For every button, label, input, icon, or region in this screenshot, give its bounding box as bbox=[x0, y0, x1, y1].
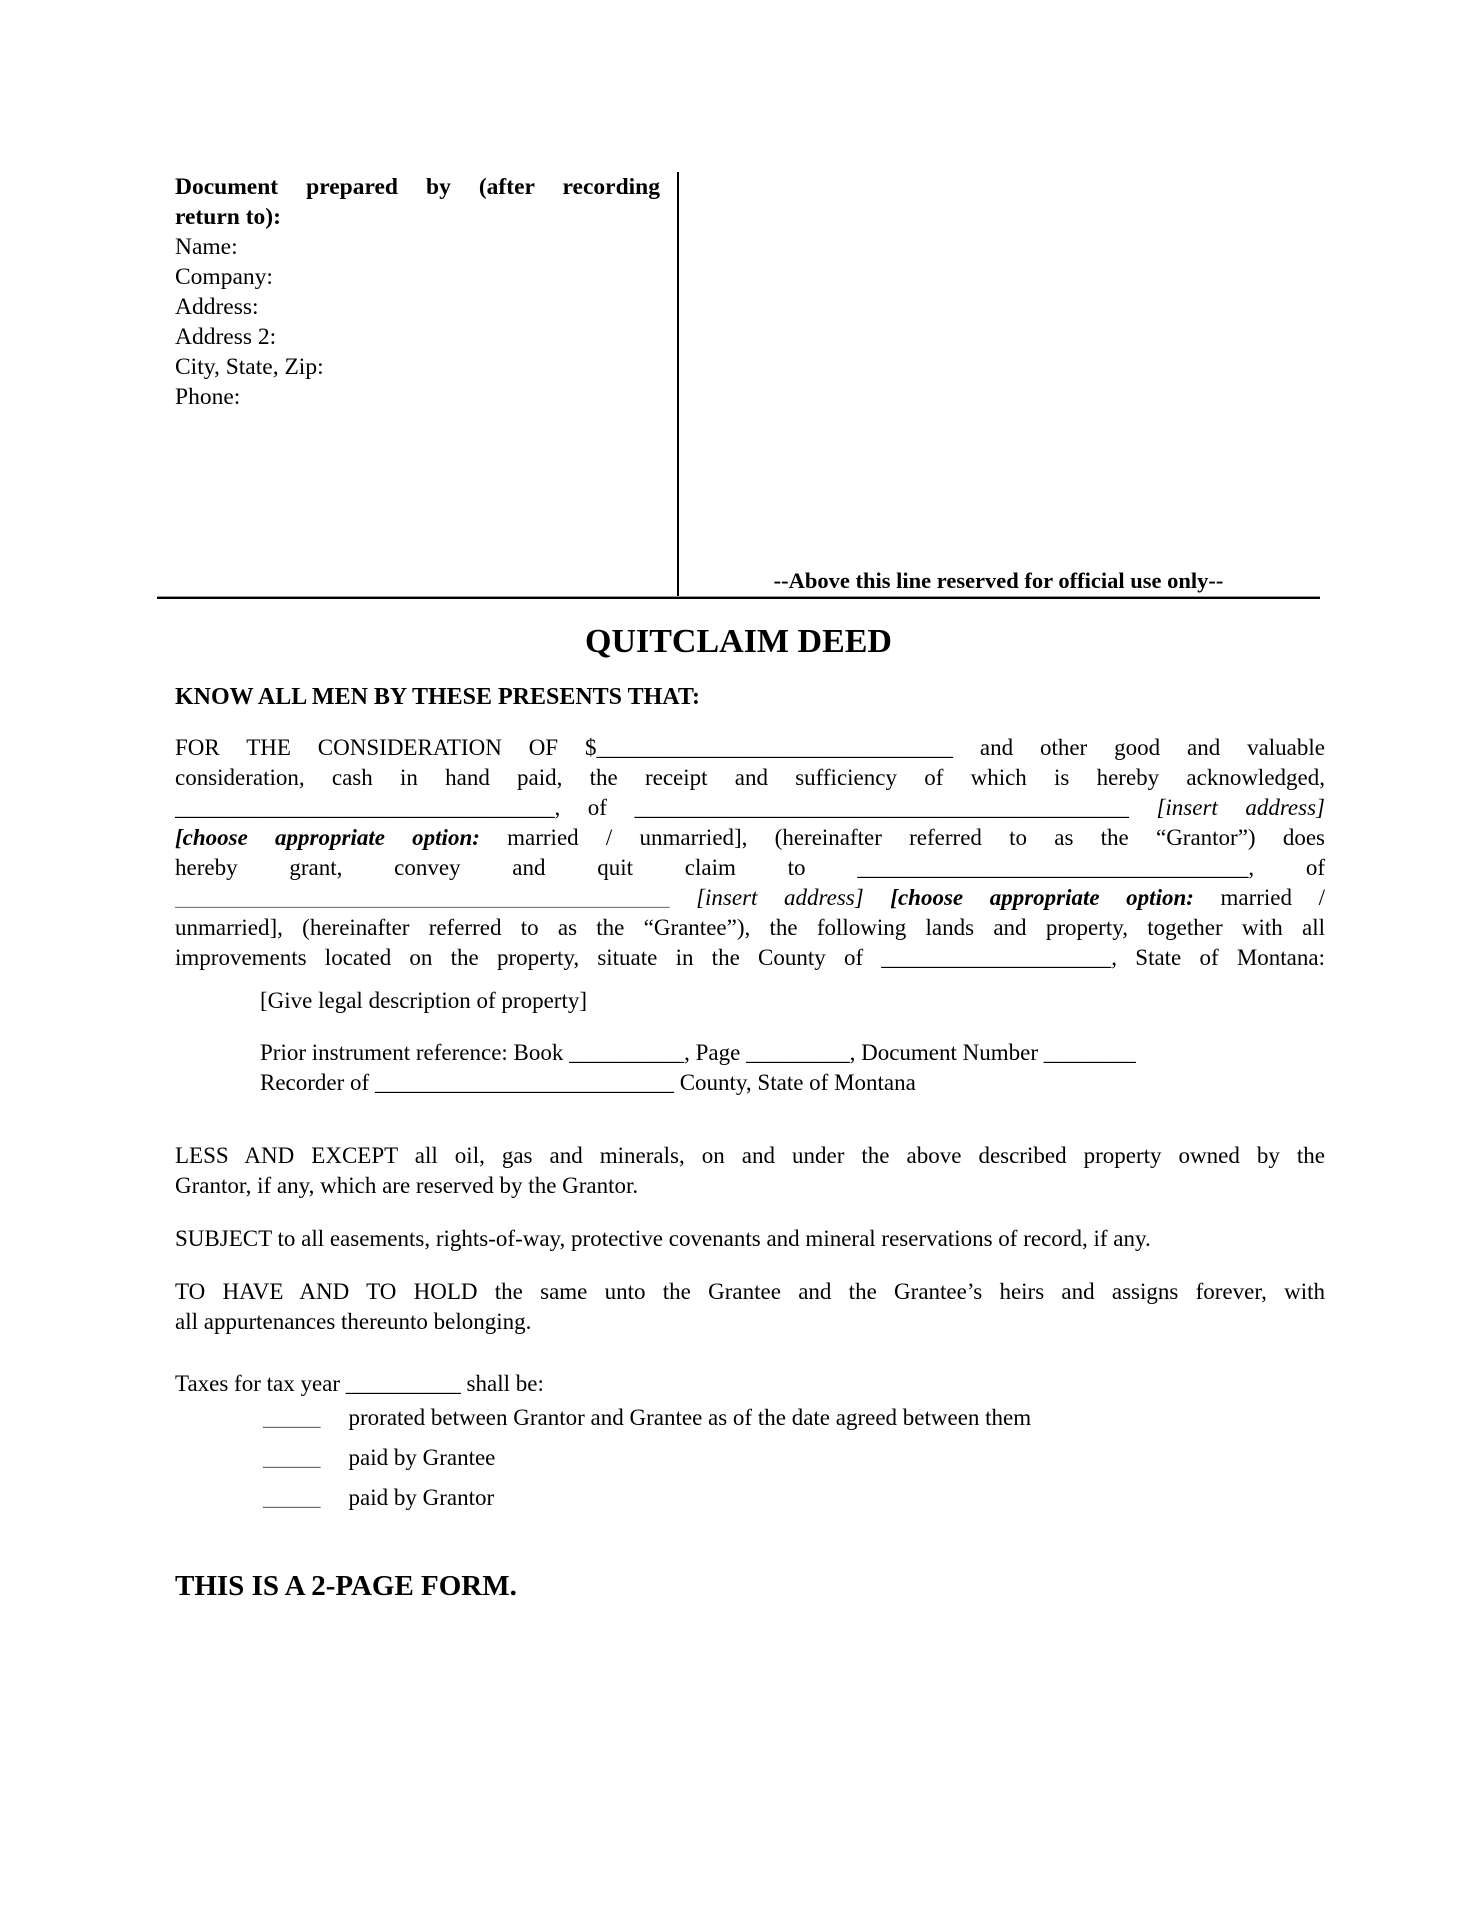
prior-instrument-line-2: Recorder of __________________________ County, State of Montana bbox=[260, 1070, 916, 1095]
field-label-name: Name: bbox=[175, 234, 238, 260]
intro-heading: KNOW ALL MEN BY THESE PRESENTS THAT: bbox=[175, 684, 701, 710]
field-label-phone: Phone: bbox=[175, 384, 241, 410]
field-label-company: Company: bbox=[175, 264, 273, 290]
paragraph-line-5: hereby grant, convey and quit claim to __________________________________, of bbox=[175, 855, 1325, 880]
tax-options-list bbox=[263, 1403, 1031, 1523]
grantee-address-blank: ___________________________________________ bbox=[175, 885, 670, 910]
choose-option-note-grantor: [choose appropriate option: bbox=[175, 825, 480, 850]
paragraph-line-7: unmarried], (hereinafter referred to as the “Grantee”), the following lands and property, together with all bbox=[175, 915, 1325, 940]
paragraph-line-2: consideration, cash in hand paid, the receipt and sufficiency of which is hereby acknowledged, bbox=[175, 765, 1325, 790]
official-use-note: --Above this line reserved for official use only-- bbox=[773, 568, 1224, 593]
to-have-and-to-hold-clause bbox=[175, 1277, 1325, 1337]
subject-clause: SUBJECT to all easements, rights-of-way, protective covenants and mineral reservations of record, if any. bbox=[175, 1226, 1151, 1251]
consideration-paragraph bbox=[175, 733, 1325, 973]
tax-option-label: prorated between Grantor and Grantee as of the date agreed between them bbox=[348, 1405, 1032, 1430]
to-have-line-2: all appurtenances thereunto belonging. bbox=[175, 1309, 532, 1334]
less-except-line-1: LESS AND EXCEPT all oil, gas and minerals, on and under the above described property owned by the bbox=[175, 1143, 1325, 1168]
tax-option-blank: _____ bbox=[263, 1405, 321, 1430]
official-use-vertical-divider bbox=[677, 172, 679, 596]
tax-option-prorated bbox=[263, 1403, 1031, 1433]
prior-instrument-line-1: Prior instrument reference: Book __________, Page _________, Document Number ________ bbox=[260, 1040, 1136, 1065]
field-label-city-state-zip: City, State, Zip: bbox=[175, 354, 324, 380]
grantor-name-blank: _________________________________, of ___________________________________________ bbox=[175, 795, 1157, 820]
prepared-by-heading-line2: return to): bbox=[175, 204, 281, 230]
document-title: QUITCLAIM DEED bbox=[585, 623, 892, 660]
tax-option-blank: _____ bbox=[263, 1445, 321, 1470]
paragraph-line-1: FOR THE CONSIDERATION OF $_______________________________ and other good and valuable bbox=[175, 735, 1325, 760]
to-have-line-1: TO HAVE AND TO HOLD the same unto the Grantee and the Grantee’s heirs and assigns forever, with bbox=[175, 1279, 1325, 1304]
taxes-intro-line: Taxes for tax year __________ shall be: bbox=[175, 1371, 544, 1396]
prepared-by-heading-line1: Document prepared by (after recording bbox=[175, 174, 660, 200]
paragraph-line-4 bbox=[175, 823, 1325, 853]
insert-address-note-grantee: [insert address] bbox=[669, 885, 891, 910]
insert-address-note-grantor: [insert address] bbox=[1156, 795, 1325, 820]
prepared-by-box bbox=[175, 172, 660, 412]
paragraph-line-3 bbox=[175, 793, 1325, 823]
prior-instrument-block bbox=[260, 1038, 1330, 1098]
field-label-address2: Address 2: bbox=[175, 324, 277, 350]
tax-option-label: paid by Grantor bbox=[348, 1485, 495, 1510]
paragraph-line-6 bbox=[175, 883, 1325, 913]
official-use-horizontal-rule bbox=[157, 596, 1320, 599]
less-and-except-clause bbox=[175, 1141, 1325, 1201]
paragraph-line-8: improvements located on the property, situate in the County of ____________________, State of Montana: bbox=[175, 945, 1325, 970]
tax-option-blank: _____ bbox=[263, 1485, 321, 1510]
tax-option-label: paid by Grantee bbox=[348, 1445, 496, 1470]
tax-option-paid-by-grantee bbox=[263, 1443, 1031, 1473]
two-page-form-note: THIS IS A 2-PAGE FORM. bbox=[175, 1570, 517, 1602]
grantee-marital-status-text: married / bbox=[1193, 885, 1325, 910]
legal-description-placeholder: [Give legal description of property] bbox=[260, 988, 587, 1013]
grantor-marital-status-text: married / unmarried], (hereinafter referred to as the “Grantor”) does bbox=[479, 825, 1325, 850]
field-label-address: Address: bbox=[175, 294, 259, 320]
choose-option-note-grantee: [choose appropriate option: bbox=[890, 885, 1194, 910]
tax-option-paid-by-grantor bbox=[263, 1483, 1031, 1513]
less-except-line-2: Grantor, if any, which are reserved by the Grantor. bbox=[175, 1173, 639, 1198]
